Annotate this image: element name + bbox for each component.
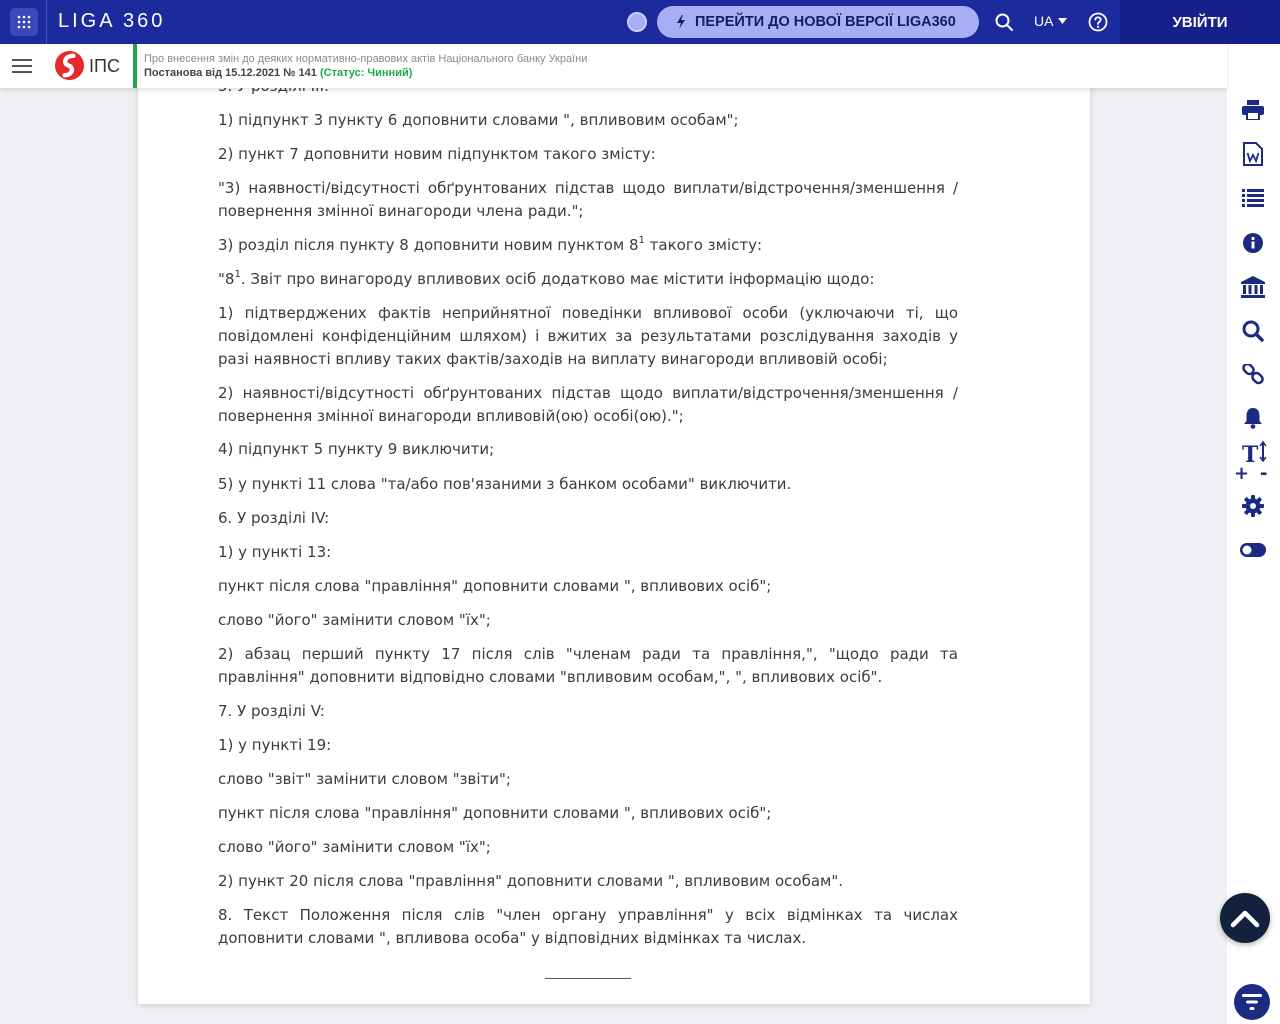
word-export-icon (1243, 142, 1263, 166)
grid-icon (17, 15, 31, 29)
signature-line (545, 978, 631, 979)
new-version-label: ПЕРЕЙТИ ДО НОВОЇ ВЕРСІЇ LIGA360 (695, 14, 956, 30)
paragraph-text: "8 (218, 270, 235, 288)
theme-dot-icon[interactable] (627, 12, 647, 32)
chevron-down-icon (1058, 18, 1067, 24)
paragraph: 1) у пункті 19: (218, 736, 332, 754)
document-header (0, 44, 1227, 88)
paragraph: 2) пункт 20 після слова "правління" доповнити словами ", впливовим особам". (218, 872, 844, 890)
paragraph: слово "його" замінити словом "їх"; (218, 611, 491, 629)
brand-logo[interactable]: LIGA 360 (58, 10, 166, 32)
settings-icon (1242, 495, 1264, 517)
paragraph: 5) у пункті 11 слова "та/або пов'язаними з банком особами" виключити. (218, 475, 792, 493)
print-icon (1242, 100, 1264, 120)
superscript: 1 (638, 235, 645, 246)
top-bar (0, 0, 1280, 44)
paragraph (218, 268, 958, 291)
toggle-icon (1240, 543, 1266, 557)
text-size-increase[interactable]: + (1234, 463, 1250, 484)
paragraph-text: . Звіт про винагороду впливових осіб додатково має містити інформацію щодо: (240, 270, 875, 288)
product-name: ІПС (89, 56, 120, 76)
help-icon[interactable] (1088, 12, 1108, 32)
paragraph: 1) підпункт 3 пункту 6 доповнити словами ", впливовим особам"; (218, 111, 739, 129)
paragraph: 2) наявності/відсутності обґрунтованих підстав щодо виплати/відстрочення/зменшення /повернення змінної винагороди впливовій(ою) особі(ою)."; (218, 384, 958, 425)
document-meta (144, 67, 412, 79)
view-toggle[interactable] (1239, 536, 1267, 564)
svg-text:T: T (1242, 442, 1259, 468)
search-icon[interactable] (994, 12, 1014, 32)
bank-button[interactable] (1239, 273, 1267, 301)
paragraph: 6. У розділі IV: (218, 509, 330, 527)
apps-grid-button[interactable] (10, 8, 38, 36)
chevron-up-icon (1230, 908, 1260, 928)
word-export-button[interactable] (1239, 140, 1267, 168)
document-number: Постанова від 15.12.2021 № 141 (144, 67, 317, 79)
info-icon (1243, 233, 1263, 253)
paragraph: пункт після слова "правління" доповнити словами ", впливових осіб"; (218, 577, 772, 595)
lightning-icon (675, 15, 687, 29)
link-icon (1242, 364, 1264, 386)
notifications-button[interactable] (1239, 404, 1267, 432)
ips-logo-icon[interactable] (54, 50, 85, 81)
document-page (138, 60, 1090, 1004)
settings-button[interactable] (1239, 492, 1267, 520)
paragraph (218, 234, 958, 257)
paragraph: 1) підтверджених фактів неприйнятної поведінки впливової особи (уключаючи ті, що повідомлені конфіденційним шляхом) і вжитих за результатами розслідування заходів у разі наявності впливу таких фактів/заходів на виплату винагороди впливовій особі; (218, 304, 958, 368)
filter-icon (1242, 993, 1262, 1011)
paragraph: 8. Текст Положення після слів "член органу управління" у всіх відмінках та числах доповнити словами ", впливова особа" у відповідних відмінках та числах. (218, 906, 958, 947)
document-title: Про внесення змін до деяких нормативно-правових актів Національного банку України (144, 53, 588, 65)
scroll-to-top-button[interactable] (1220, 893, 1270, 943)
info-button[interactable] (1239, 229, 1267, 257)
superscript: 1 (234, 269, 241, 280)
tool-rail (1227, 44, 1280, 1024)
menu-icon[interactable] (12, 58, 32, 74)
print-button[interactable] (1239, 96, 1267, 124)
search-icon (1242, 320, 1264, 342)
paragraph: слово "звіт" замінити словом "звіти"; (218, 770, 511, 788)
paragraph: 7. У розділі V: (218, 702, 325, 720)
filter-button[interactable] (1234, 984, 1270, 1020)
links-button[interactable] (1239, 361, 1267, 389)
status-badge: (Статус: Чинний) (319, 67, 413, 79)
paragraph: 4) підпункт 5 пункту 9 виключити; (218, 440, 495, 458)
bank-icon (1241, 276, 1265, 298)
paragraph-text: такого змісту: (644, 236, 763, 254)
paragraph: слово "його" замінити словом "їх"; (218, 838, 491, 856)
status-indicator-bar (133, 44, 137, 88)
new-version-button[interactable] (657, 6, 979, 38)
text-size-decrease[interactable]: - (1260, 463, 1268, 484)
paragraph: пункт після слова "правління" доповнити словами ", впливових осіб"; (218, 804, 772, 822)
paragraph: "3) наявності/відсутності обґрунтованих підстав щодо виплати/відстрочення/зменшення /повернення змінної винагороди члена ради."; (218, 179, 958, 220)
divider (46, 0, 47, 44)
language-label: UA (1034, 13, 1054, 29)
bell-icon (1243, 407, 1263, 429)
text-size-control[interactable] (1232, 440, 1274, 484)
login-button[interactable]: УВІЙТИ (1120, 0, 1280, 44)
paragraph: 2) абзац перший пункту 17 після слів "членам ради та правління,", "щодо ради та правління" доповнити відповідно словами "впливовим особам,", ", впливових осіб". (218, 645, 958, 686)
language-select[interactable] (1034, 13, 1067, 29)
search-document-button[interactable] (1239, 317, 1267, 345)
paragraph: 1) у пункті 13: (218, 543, 332, 561)
paragraph-text: 3) розділ після пункту 8 доповнити новим пунктом 8 (218, 236, 639, 254)
paragraph: 2) пункт 7 доповнити новим підпунктом такого змісту: (218, 145, 656, 163)
contents-button[interactable] (1239, 184, 1267, 212)
contents-list-icon (1242, 189, 1264, 207)
